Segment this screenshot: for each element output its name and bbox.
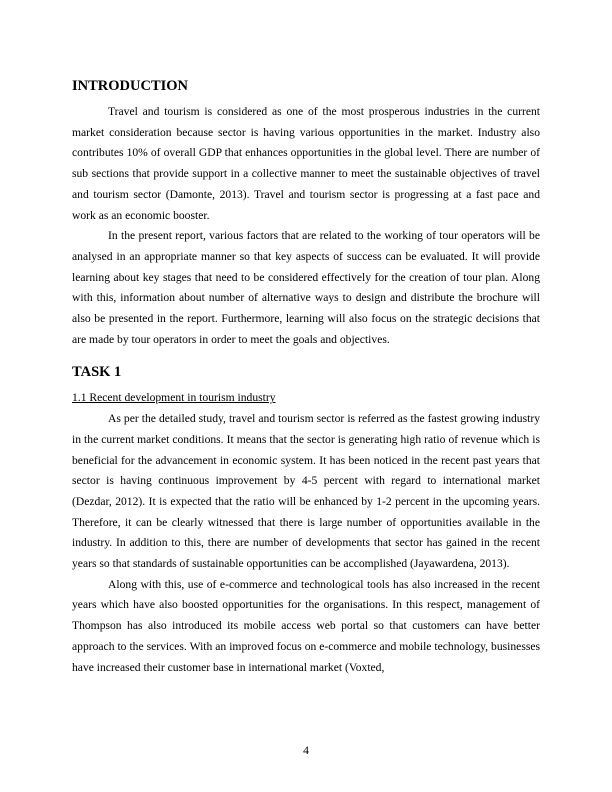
introduction-paragraph-1: Travel and tourism is considered as one of the most prosperous industries in the current market consideration because sector is having various opportunities in the market. Industry also contributes 10% of overall GDP that enhances opportunities in the global level. There are number of sub sections that provide support in a collective manner to meet the sustainable objectives of travel and tourism sector (Damonte, 2013). Travel and tourism sector is progressing at a fast pace and work as an economic booster. bbox=[72, 105, 540, 222]
task1-heading: TASK 1 bbox=[72, 364, 122, 381]
task1-paragraph-2: Along with this, use of e-commerce and technological tools has also increased in the recent years which have also boosted opportunities for the organisations. In this respect, management of Thompson has also introduced its mobile access web portal so that customers can have better approach to the services. With an improved focus on e-commerce and mobile technology, businesses have increased their customer base in international market (Voxted, bbox=[72, 577, 540, 674]
introduction-paragraph-2: In the present report, various factors that are related to the working of tour operators will be analysed in an appropriate manner so that key aspects of success can be evaluated. It will provide learning about key stages that need to be considered effectively for the creation of tour plan. Along with this, information about number of alternative ways to design and distribute the brochure will also be presented in the report. Furthermore, learning will also focus on the strategic decisions that are made by tour operators in order to meet the goals and objectives. bbox=[72, 229, 540, 346]
page-content bbox=[72, 76, 540, 678]
task1-subheading: 1.1 Recent development in tourism industry bbox=[72, 391, 276, 405]
task1-paragraph-1: As per the detailed study, travel and tourism sector is referred as the fastest growing industry in the current market conditions. It means that the sector is generating high ratio of revenue which is beneficial for the advancement in economic system. It has been noticed in the recent past years that sector is having continuous improvement by 4-5 percent with regard to international market (Dezdar, 2012). It is expected that the ratio will be enhanced by 1-2 percent in the upcoming years. Therefore, it can be clearly witnessed that there is large number of opportunities available in the industry. In addition to this, there are number of developments that sector has gained in the recent years so that standards of sustainable opportunities can be accomplished (Jayawardena, 2013). bbox=[72, 412, 540, 571]
page-number: 4 bbox=[303, 744, 309, 757]
introduction-heading: INTRODUCTION bbox=[72, 78, 189, 94]
